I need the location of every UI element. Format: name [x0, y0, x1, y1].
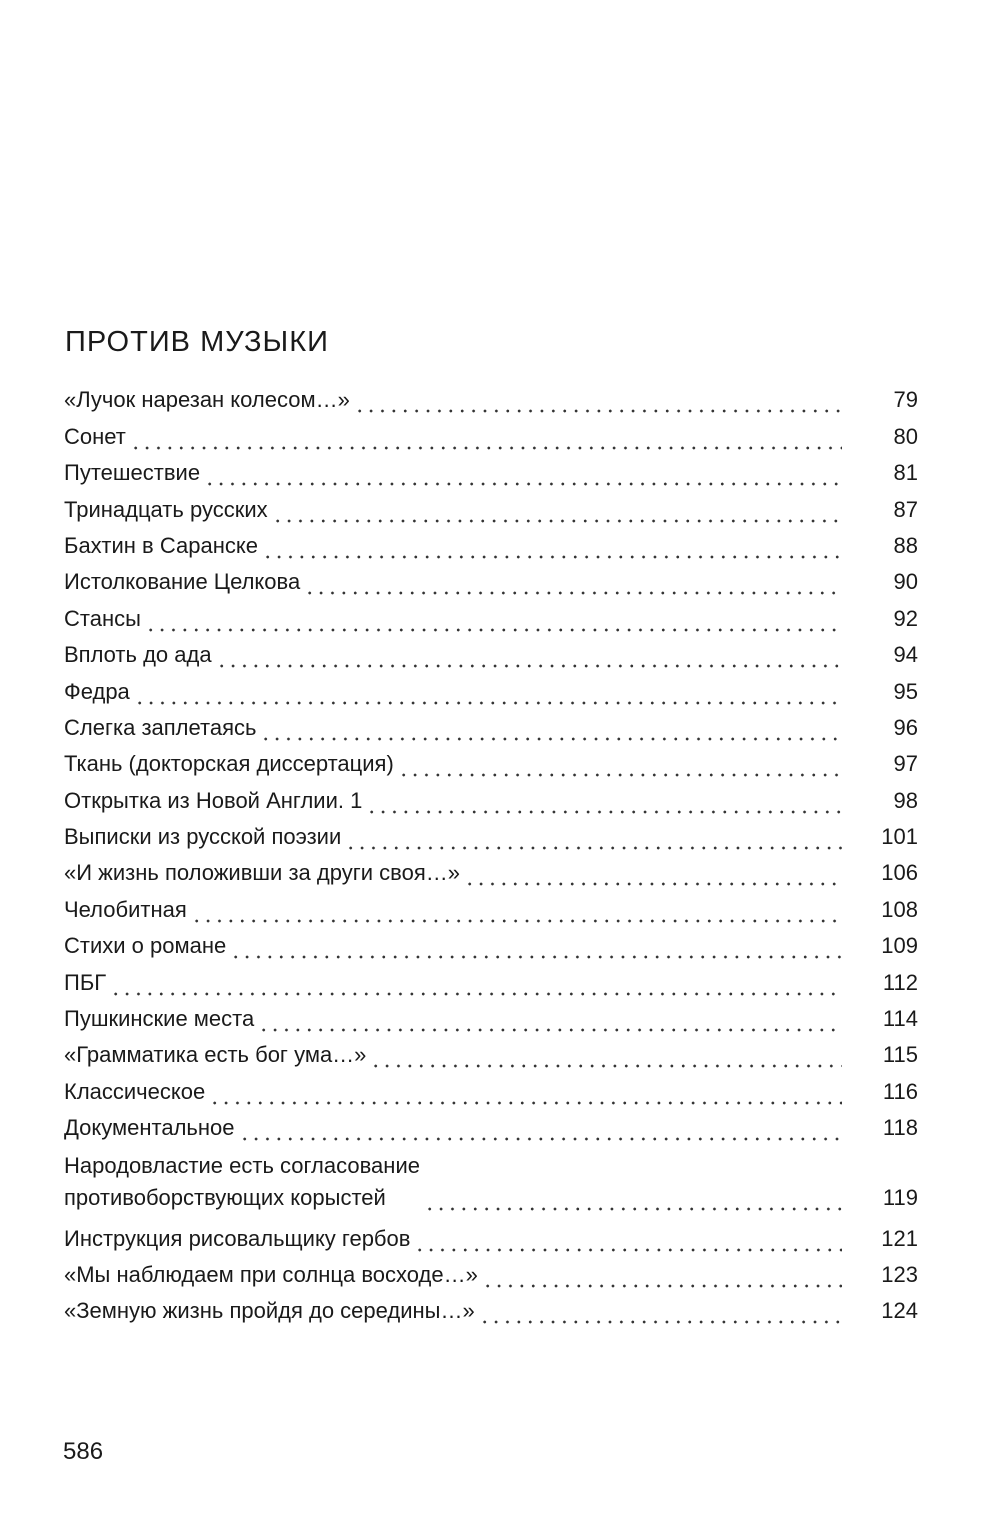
- dot-leader: [258, 1003, 842, 1035]
- toc-entry-title: Ткань (докторская диссертация): [64, 751, 394, 777]
- dot-leader: [272, 494, 842, 526]
- dot-leader: [260, 712, 842, 744]
- toc-entry-title: Тринадцать русских: [64, 496, 268, 522]
- toc-entry: [64, 744, 918, 780]
- dot-leader: [204, 457, 842, 489]
- table-of-contents: [64, 380, 918, 1327]
- toc-entry-page: 108: [881, 896, 918, 922]
- toc-entry-page: 123: [881, 1261, 918, 1287]
- toc-entry-page: 109: [881, 933, 918, 959]
- toc-entry: [64, 708, 918, 744]
- toc-entry-title: Открытка из Новой Англии. 1: [64, 787, 363, 813]
- toc-entry-title: «И жизнь положивши за други своя…»: [64, 860, 460, 886]
- toc-entry-page: 79: [893, 387, 918, 413]
- toc-entry: [64, 562, 918, 598]
- toc-entry: [64, 489, 918, 525]
- dot-leader: [216, 639, 842, 671]
- toc-entry: [64, 1218, 918, 1254]
- toc-entry: [64, 1255, 918, 1291]
- dot-leader: [424, 1182, 842, 1214]
- toc-entry: [64, 1108, 918, 1144]
- toc-entry-title: Истолкование Целкова: [64, 569, 301, 595]
- dot-leader: [414, 1223, 842, 1255]
- toc-entry: [64, 817, 918, 853]
- toc-entry: [64, 453, 918, 489]
- toc-entry-title: Выписки из русской поэзии: [64, 824, 342, 850]
- dot-leader: [209, 1076, 842, 1108]
- toc-entry-title: Стансы: [64, 605, 141, 631]
- dot-leader: [464, 857, 842, 889]
- toc-entry-title: «Лучок нарезан колесом…»: [64, 387, 350, 413]
- toc-entry: [64, 780, 918, 816]
- toc-entry-page: 88: [893, 532, 918, 558]
- toc-entry-title: Бахтин в Саранске: [64, 532, 258, 558]
- toc-entry-page: 80: [893, 423, 918, 449]
- toc-entry: [64, 1145, 918, 1214]
- toc-entry-title: Федра: [64, 678, 130, 704]
- toc-entry-page: 95: [893, 678, 918, 704]
- toc-entry-title: Инструкция рисовальщику гербов: [64, 1225, 411, 1251]
- dot-leader: [370, 1039, 842, 1071]
- dot-leader: [239, 1112, 843, 1144]
- toc-entry-page: 119: [882, 1185, 918, 1211]
- dot-leader: [191, 894, 842, 926]
- toc-entry-page: 87: [893, 496, 918, 522]
- dot-leader: [366, 785, 842, 817]
- toc-entry-title: Документальное: [64, 1115, 235, 1141]
- toc-entry: [64, 416, 918, 452]
- toc-entry-title: «Грамматика есть бог ума…»: [64, 1042, 367, 1068]
- toc-entry: [64, 926, 918, 962]
- toc-entry: [64, 853, 918, 889]
- toc-entry-title: Народовластие есть согласование противоборствующих корыстей: [64, 1153, 420, 1211]
- dot-leader: [304, 566, 842, 598]
- toc-entry-page: 114: [882, 1006, 918, 1032]
- toc-entry-title: Сонет: [64, 423, 126, 449]
- toc-entry-title: Стихи о романе: [64, 933, 227, 959]
- dot-leader: [482, 1259, 842, 1291]
- dot-leader: [479, 1295, 842, 1327]
- toc-entry-title: Челобитная: [64, 896, 187, 922]
- toc-entry: [64, 380, 918, 416]
- dot-leader: [262, 530, 842, 562]
- toc-entry-page: 116: [882, 1078, 918, 1104]
- toc-entry-page: 98: [893, 787, 918, 813]
- toc-entry-title: «Земную жизнь пройдя до середины…»: [64, 1298, 475, 1324]
- toc-entry-page: 92: [893, 605, 918, 631]
- toc-entry: [64, 962, 918, 998]
- toc-entry-page: 96: [893, 714, 918, 740]
- dot-leader: [130, 421, 842, 453]
- dot-leader: [134, 676, 842, 708]
- toc-entry-page: 121: [881, 1225, 918, 1251]
- toc-entry-page: 124: [881, 1298, 918, 1324]
- dot-leader: [145, 603, 842, 635]
- toc-entry: [64, 671, 918, 707]
- toc-entry-page: 115: [882, 1042, 918, 1068]
- toc-entry-page: 97: [893, 751, 918, 777]
- dot-leader: [345, 821, 842, 853]
- toc-entry: [64, 889, 918, 925]
- toc-entry-title: «Мы наблюдаем при солнца восходе…»: [64, 1261, 478, 1287]
- dot-leader: [110, 967, 842, 999]
- toc-entry: [64, 999, 918, 1035]
- dot-leader: [398, 748, 842, 780]
- toc-entry: [64, 635, 918, 671]
- toc-entry: [64, 1035, 918, 1071]
- page-number: 586: [63, 1438, 104, 1465]
- toc-entry-title: Пушкинские места: [64, 1006, 255, 1032]
- toc-entry-page: 118: [882, 1115, 918, 1141]
- toc-entry-title: ПБГ: [64, 969, 107, 995]
- toc-entry: [64, 1291, 918, 1327]
- toc-entry-page: 112: [882, 969, 918, 995]
- toc-entry-page: 106: [881, 860, 918, 886]
- toc-entry-page: 81: [893, 460, 918, 486]
- toc-entry: [64, 1071, 918, 1107]
- toc-entry-page: 101: [881, 824, 918, 850]
- toc-entry-title: Слегка заплетаясь: [64, 714, 257, 740]
- toc-entry-title: Путешествие: [64, 460, 201, 486]
- dot-leader: [230, 930, 842, 962]
- toc-entry-title: Классическое: [64, 1078, 206, 1104]
- toc-entry-page: 94: [893, 642, 918, 668]
- toc-entry-title: Вплоть до ада: [64, 642, 212, 668]
- section-title: ПРОТИВ МУЗЫКИ: [65, 326, 329, 358]
- toc-entry: [64, 598, 918, 634]
- toc-entry-page: 90: [893, 569, 918, 595]
- toc-entry: [64, 526, 918, 562]
- dot-leader: [354, 384, 842, 416]
